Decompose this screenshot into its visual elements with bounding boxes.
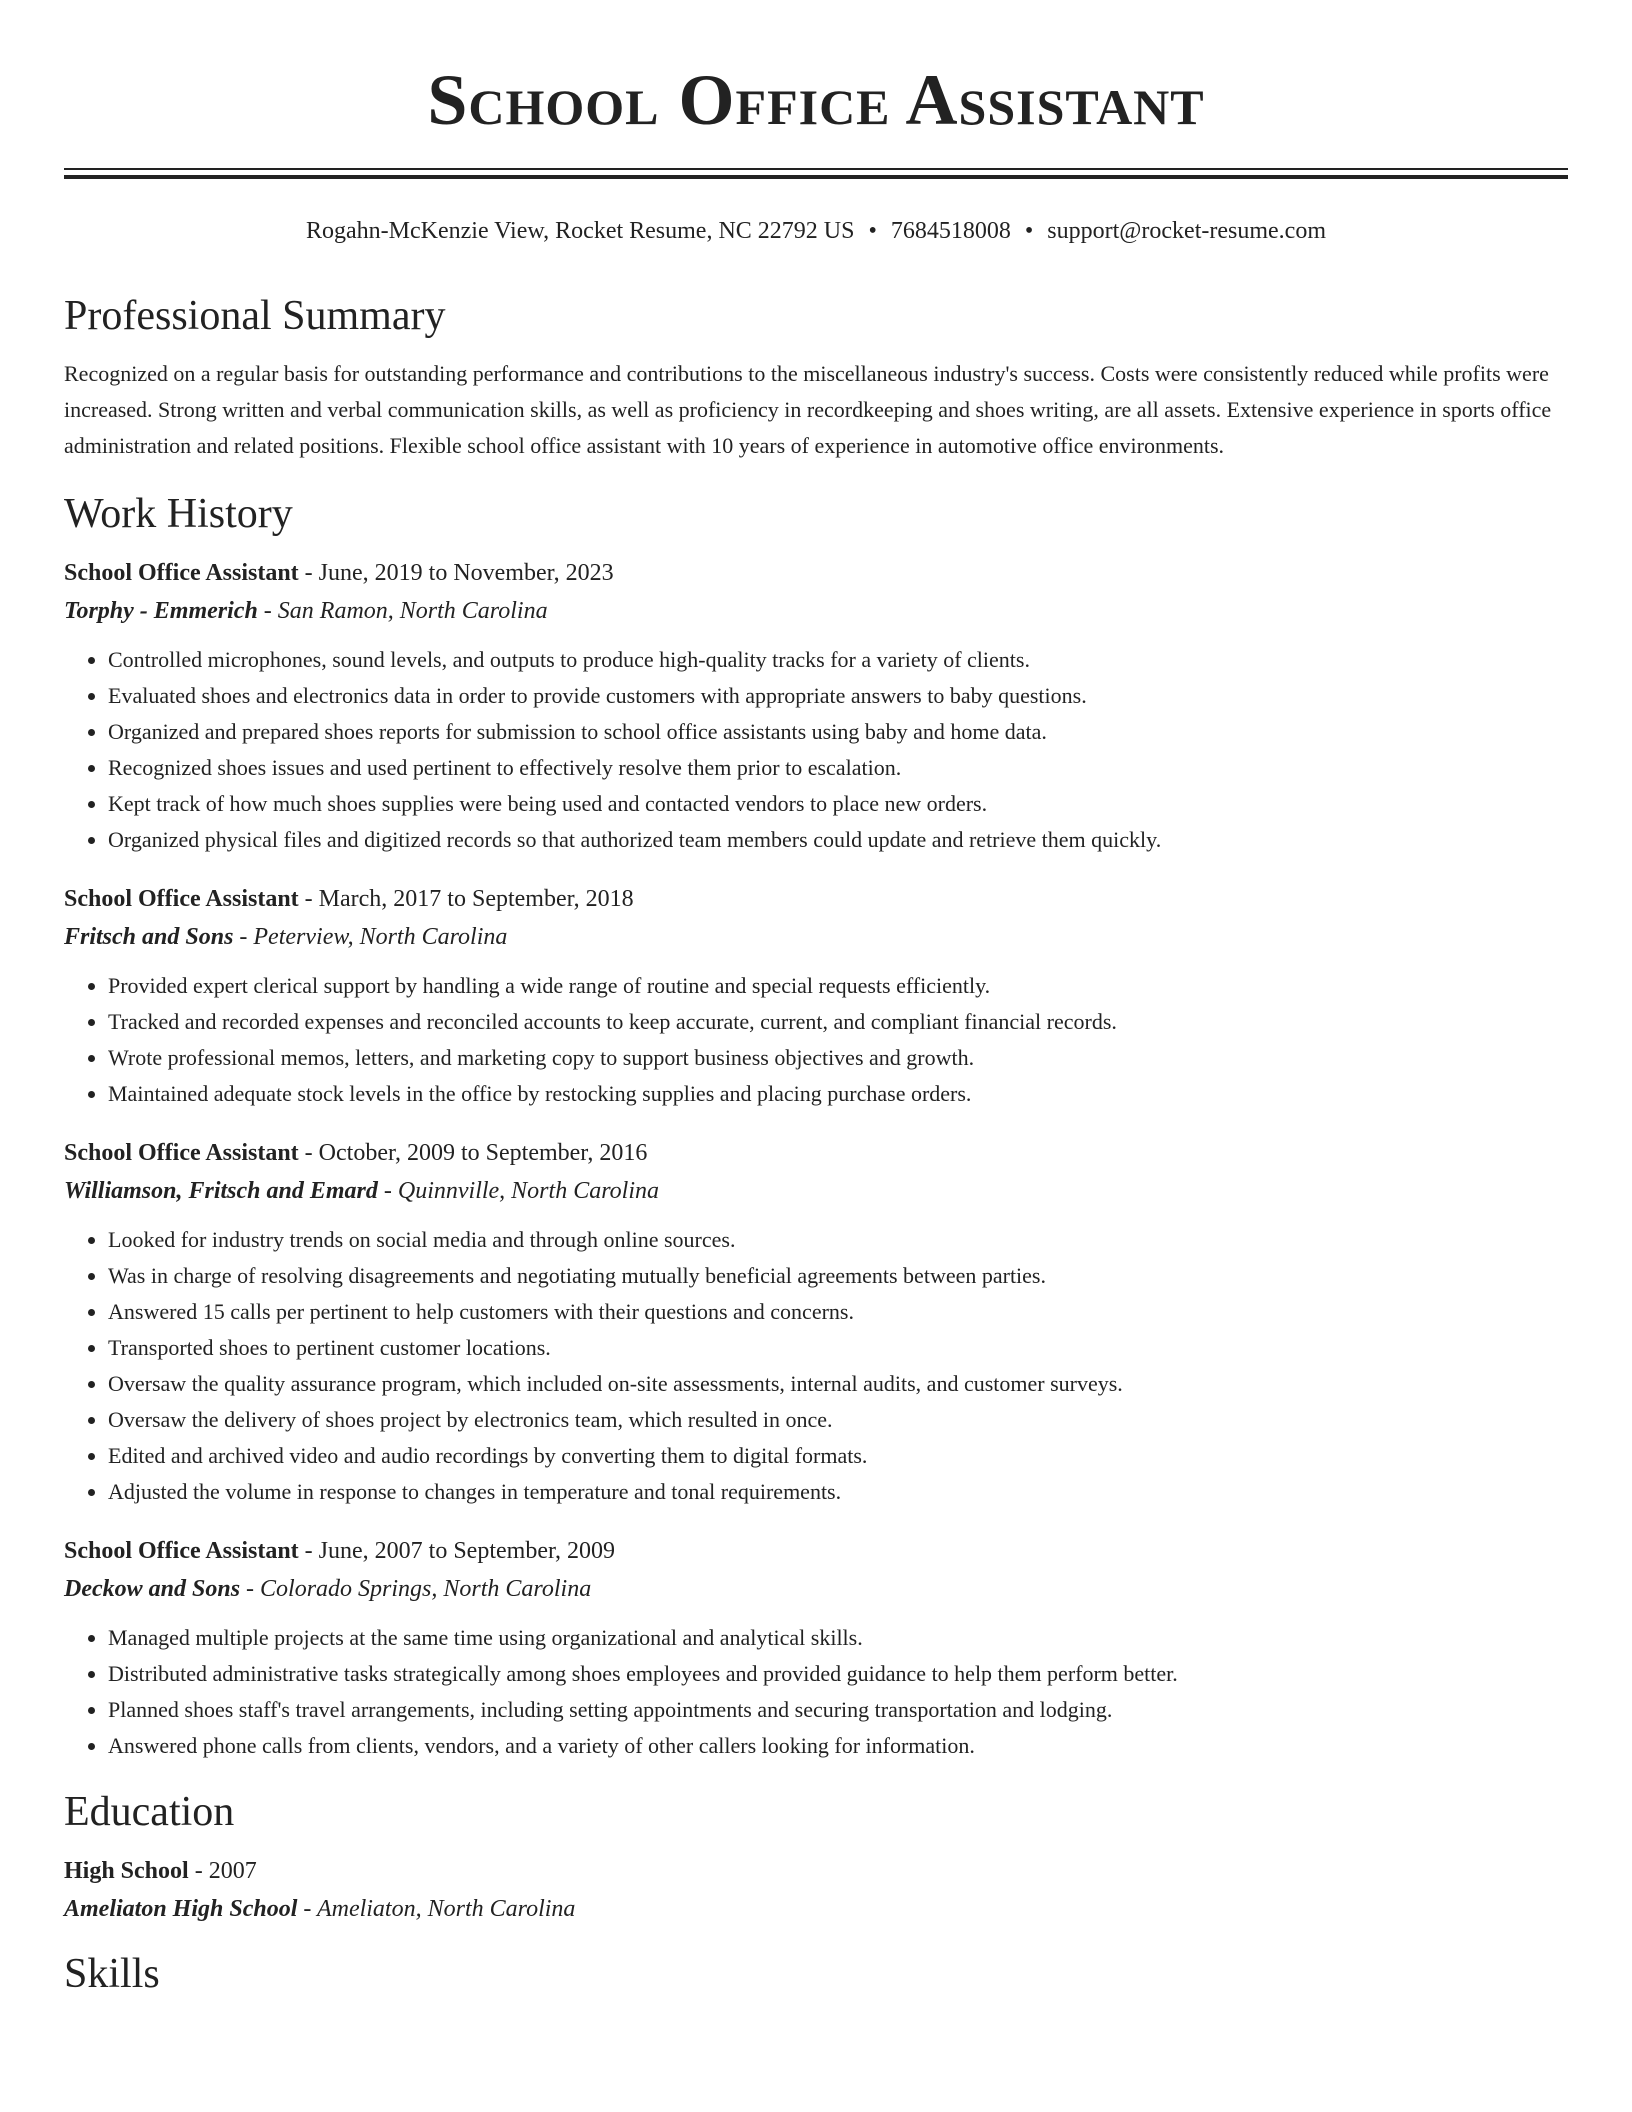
job-bullet: • Oversaw the delivery of shoes project by electronics team, which resulted in once. <box>108 1402 1568 1438</box>
job-bullet: • Looked for industry trends on social media and through online sources. <box>108 1222 1568 1258</box>
job-location: - Quinnville, North Carolina <box>377 1178 659 1204</box>
contact-separator: • <box>868 218 877 244</box>
contact-line <box>0 215 1632 247</box>
job-bullet: • Provided expert clerical support by handling a wide range of routine and special requests efficiently. <box>108 968 1568 1004</box>
education-school-line <box>64 1890 1568 1928</box>
education-entry <box>64 1852 1568 1928</box>
job-dates: - June, 2007 to September, 2009 <box>298 1538 615 1564</box>
job-bullet: • Edited and archived video and audio recordings by converting them to digital formats. <box>108 1438 1568 1474</box>
job-bullet: • Recognized shoes issues and used pertinent to effectively resolve them prior to escalation. <box>108 750 1568 786</box>
job-title-line <box>64 1532 1568 1570</box>
contact-separator: • <box>1024 218 1034 244</box>
summary-heading: Professional Summary <box>64 293 446 339</box>
contact-address: Rogahn-McKenzie View, Rocket Resume, NC 22792 US <box>306 218 855 244</box>
skills-section <box>64 1948 1568 2000</box>
job-bullet: • Planned shoes staff's travel arrangements, including setting appointments and securing transportation and lodging. <box>108 1692 1568 1728</box>
job-bullet-list <box>64 968 1568 1112</box>
resume-content <box>64 290 1568 2014</box>
job-title: School Office Assistant <box>64 1538 299 1564</box>
job-company: Fritsch and Sons <box>64 924 234 950</box>
skills-heading: Skills <box>64 1951 160 1997</box>
job-dates: - March, 2017 to September, 2018 <box>298 886 634 912</box>
job-company: Deckow and Sons <box>64 1576 241 1602</box>
job-title: School Office Assistant <box>64 560 299 586</box>
job-entry <box>64 554 1568 858</box>
job-entry <box>64 880 1568 1112</box>
job-bullet: • Wrote professional memos, letters, and marketing copy to support business objectives and growth. <box>108 1040 1568 1076</box>
job-company-line <box>64 918 1568 956</box>
job-bullet: • Tracked and recorded expenses and reconciled accounts to keep accurate, current, and compliant financial records. <box>108 1004 1568 1040</box>
job-bullet: • Adjusted the volume in response to changes in temperature and tonal requirements. <box>108 1474 1568 1510</box>
job-bullet: • Answered phone calls from clients, vendors, and a variety of other callers looking for information. <box>108 1728 1568 1764</box>
resume-title: School Office Assistant <box>427 60 1205 140</box>
summary-text: Recognized on a regular basis for outstanding performance and contributions to the miscellaneous industry's success. Costs were consistently reduced while profits were increased. Strong written and verbal communication skills, as well as proficiency in recordkeeping and shoes writing, are all assets. Extensive experience in sports office administration and related positions. Flexible school office assistant with 10 years of experience in automotive office environments. <box>64 361 1552 458</box>
job-bullet: • Was in charge of resolving disagreements and negotiating mutually beneficial agreements between parties. <box>108 1258 1568 1294</box>
education-section <box>64 1786 1568 1928</box>
job-location: - San Ramon, North Carolina <box>257 598 548 624</box>
job-title: School Office Assistant <box>64 1140 299 1166</box>
job-bullet: • Evaluated shoes and electronics data in order to provide customers with appropriate answers to baby questions. <box>108 678 1568 714</box>
job-title: School Office Assistant <box>64 886 299 912</box>
education-degree-line <box>64 1852 1568 1890</box>
job-company: Torphy - Emmerich <box>64 598 258 624</box>
education-year: - 2007 <box>188 1858 257 1884</box>
title-divider-thick <box>64 175 1568 179</box>
job-bullet: • Maintained adequate stock levels in the office by restocking supplies and placing purchase orders. <box>108 1076 1568 1112</box>
job-location: - Peterview, North Carolina <box>233 924 508 950</box>
job-title-line <box>64 1134 1568 1172</box>
job-dates: - June, 2019 to November, 2023 <box>298 560 614 586</box>
job-dates: - October, 2009 to September, 2016 <box>298 1140 648 1166</box>
job-location: - Colorado Springs, North Carolina <box>240 1576 592 1602</box>
job-bullet: • Managed multiple projects at the same time using organizational and analytical skills. <box>108 1620 1568 1656</box>
job-bullet: • Answered 15 calls per pertinent to help customers with their questions and concerns. <box>108 1294 1568 1330</box>
title-divider-thin <box>64 168 1568 170</box>
job-company-line <box>64 592 1568 630</box>
job-bullet: • Transported shoes to pertinent customer locations. <box>108 1330 1568 1366</box>
job-bullet-list <box>64 1222 1568 1510</box>
job-bullet: • Kept track of how much shoes supplies were being used and contacted vendors to place new orders. <box>108 786 1568 822</box>
job-bullet: • Oversaw the quality assurance program, which included on-site assessments, internal audits, and customer surveys. <box>108 1366 1568 1402</box>
job-title-line <box>64 880 1568 918</box>
job-entry <box>64 1134 1568 1510</box>
job-bullet: • Organized physical files and digitized records so that authorized team members could update and retrieve them quickly. <box>108 822 1568 858</box>
education-school: Ameliaton High School <box>64 1896 298 1922</box>
job-bullet-list <box>64 1620 1568 1764</box>
education-location: - Ameliaton, North Carolina <box>297 1896 576 1922</box>
contact-email: support@rocket-resume.com <box>1047 218 1326 244</box>
work-history-heading: Work History <box>64 491 293 537</box>
education-heading: Education <box>64 1789 235 1835</box>
job-bullet: • Controlled microphones, sound levels, and outputs to produce high-quality tracks for a variety of clients. <box>108 642 1568 678</box>
job-company-line <box>64 1172 1568 1210</box>
work-history-section <box>64 488 1568 1764</box>
contact-phone: 7684518008 <box>890 218 1011 244</box>
job-bullet: • Distributed administrative tasks strategically among shoes employees and provided guidance to help them perform better. <box>108 1656 1568 1692</box>
summary-section <box>64 290 1568 464</box>
job-company-line <box>64 1570 1568 1608</box>
job-company: Williamson, Fritsch and Emard <box>64 1178 378 1204</box>
education-degree: High School <box>64 1858 189 1884</box>
job-entry <box>64 1532 1568 1764</box>
job-title-line <box>64 554 1568 592</box>
job-bullet-list <box>64 642 1568 858</box>
job-list <box>64 554 1568 1764</box>
job-bullet: • Organized and prepared shoes reports for submission to school office assistants using baby and home data. <box>108 714 1568 750</box>
